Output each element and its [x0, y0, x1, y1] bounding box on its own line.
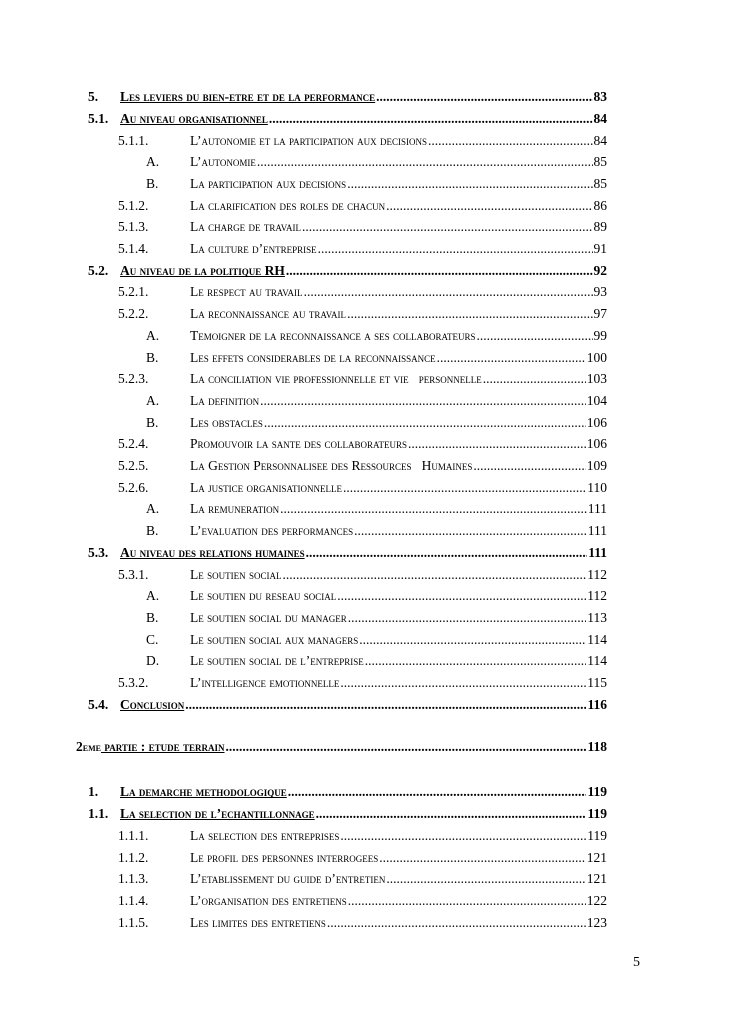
toc-entry-page-number: 112	[587, 588, 607, 603]
toc-entry-page-number: 115	[587, 675, 607, 690]
toc-entry-page-number: 103	[586, 371, 607, 386]
toc-entry-page-number: 114	[587, 653, 607, 668]
toc-entry-number: B.	[146, 523, 159, 538]
toc-entry-page-number: 86	[593, 198, 607, 213]
toc-entry-number: B.	[146, 350, 159, 365]
toc-entry-page-number: 84	[593, 111, 607, 126]
toc-entry-number: A.	[146, 393, 160, 408]
toc-entry-leader-dots	[283, 566, 587, 584]
toc-entry-number: 5.2.1.	[118, 284, 149, 299]
toc-entry-leader-dots	[348, 609, 587, 627]
toc-entry-number: 5.1.	[88, 111, 109, 126]
toc-entry-title: Le profil des personnes interrogees	[190, 850, 379, 865]
toc-entry-page-number: 89	[593, 219, 607, 234]
toc-entry[interactable]	[118, 827, 607, 845]
toc-entry-leader-dots	[473, 457, 585, 475]
toc-entry[interactable]	[118, 674, 607, 692]
toc-entry-title: L’organisation des entretiens	[190, 893, 347, 908]
toc-entry[interactable]	[146, 587, 607, 605]
toc-entry[interactable]	[88, 544, 607, 562]
toc-entry-leader-dots	[260, 392, 586, 410]
toc-entry[interactable]	[88, 783, 607, 801]
toc-entry-title: Les leviers du bien-etre et de la performance	[120, 89, 376, 104]
toc-entry-number: 5.1.2.	[118, 198, 149, 213]
toc-entry-page-number: 119	[587, 806, 607, 821]
toc-entry-title: L’autonomie et la participation aux decisions	[190, 133, 428, 148]
toc-entry[interactable]	[118, 218, 607, 236]
toc-entry[interactable]	[118, 283, 607, 301]
toc-entry[interactable]	[118, 849, 607, 867]
toc-entry-title: Le soutien social de l’entreprise	[190, 653, 364, 668]
toc-entry-number: B.	[146, 415, 159, 430]
toc-entry-title: L’etablissement du guide d’entretien	[190, 871, 386, 886]
toc-entry-title: L’intelligence emotionnelle	[190, 675, 340, 690]
toc-entry-leader-dots	[386, 197, 592, 215]
toc-entry-leader-dots	[477, 327, 593, 345]
toc-entry-title: Promouvoir la sante des collaborateurs	[190, 436, 408, 451]
toc-entry-leader-dots	[483, 370, 586, 388]
toc-entry[interactable]	[118, 435, 607, 453]
page-number: 5	[633, 955, 640, 970]
toc-entry-leader-dots	[386, 870, 585, 888]
toc-entry[interactable]	[118, 370, 607, 388]
toc-entry-title: La charge de travail	[190, 219, 302, 234]
toc-entry-page-number: 118	[587, 739, 607, 754]
toc-entry-number: 5.2.	[88, 263, 109, 278]
toc-entry-leader-dots	[348, 892, 586, 910]
toc-entry[interactable]	[146, 349, 607, 367]
toc-entry[interactable]	[146, 500, 607, 518]
toc-entry-page-number: 100	[586, 350, 607, 365]
toc-entry-title: Les obstacles	[190, 415, 263, 430]
toc-entry-number: 1.1.1.	[118, 828, 149, 843]
toc-entry-number: C.	[146, 632, 159, 647]
toc-entry-leader-dots	[257, 153, 593, 171]
toc-entry[interactable]	[118, 892, 607, 910]
toc-entry-title: La reconnaissance au travail	[190, 306, 347, 321]
toc-entry-page-number: 119	[587, 784, 607, 799]
toc-entry[interactable]	[146, 175, 607, 193]
toc-entry[interactable]	[88, 110, 607, 128]
toc-entry-page-number: 106	[586, 415, 607, 430]
toc-entry-number: 5.2.3.	[118, 371, 149, 386]
toc-entry-page-number: 111	[588, 545, 607, 560]
toc-entry-page-number: 85	[593, 154, 607, 169]
toc-entry-title: Les effets considerables de la reconnaissance	[190, 350, 436, 365]
toc-entry-number: 5.4.	[88, 697, 109, 712]
toc-entry-number: 5.	[88, 89, 99, 104]
toc-entry[interactable]	[88, 88, 607, 106]
toc-entry-title: La conciliation vie professionnelle et vie personnelle	[190, 371, 482, 386]
toc-entry-page-number: 111	[587, 523, 607, 538]
toc-entry-leader-dots	[376, 88, 592, 106]
toc-entry-title: La clarification des roles de chacun	[190, 198, 386, 213]
toc-entry-page-number: 111	[587, 501, 607, 516]
toc-entry[interactable]	[118, 566, 607, 584]
toc-entry-number: 5.2.5.	[118, 458, 149, 473]
toc-entry-number: 1.1.	[88, 806, 109, 821]
toc-entry-number: 5.1.1.	[118, 133, 149, 148]
toc-entry-number: 5.1.3.	[118, 219, 149, 234]
toc-entry-number: 1.1.2.	[118, 850, 149, 865]
toc-entry[interactable]	[118, 197, 607, 215]
toc-entry-number: 2	[76, 739, 83, 754]
toc-entry-number: 5.2.2.	[118, 306, 149, 321]
toc-entry-title: L’autonomie	[190, 154, 256, 169]
toc-entry[interactable]	[146, 327, 607, 345]
toc-entry[interactable]	[146, 522, 607, 540]
toc-entry-title: Le soutien social aux managers	[190, 632, 359, 647]
toc-entry-page-number: 83	[593, 89, 607, 104]
toc-entry[interactable]	[118, 240, 607, 258]
toc-entry-page-number: 119	[587, 828, 607, 843]
toc-entry-leader-dots	[359, 631, 586, 649]
toc-entry-page-number: 99	[593, 328, 607, 343]
toc-entry-number: A.	[146, 328, 160, 343]
toc-entry[interactable]	[146, 609, 607, 627]
toc-entry-leader-dots	[269, 110, 593, 128]
toc-entry-title: Le soutien social du manager	[190, 610, 347, 625]
toc-entry-title: Conclusion	[120, 697, 185, 712]
toc-entry-page-number: 92	[593, 263, 607, 278]
toc-entry-leader-dots	[408, 435, 586, 453]
toc-entry[interactable]	[88, 805, 607, 823]
toc-entry-title: Les limites des entretiens	[190, 915, 326, 930]
toc-entry-number: 1.	[88, 784, 99, 799]
toc-entry-leader-dots	[340, 674, 586, 692]
toc-entry[interactable]	[146, 392, 607, 410]
toc-entry-leader-dots	[379, 849, 585, 867]
toc-entry[interactable]	[146, 631, 607, 649]
toc-entry-leader-dots	[337, 587, 586, 605]
toc-entry-number: 1.1.4.	[118, 893, 149, 908]
toc-entry-page-number: 97	[593, 306, 607, 321]
toc-entry-page-number: 114	[587, 632, 607, 647]
toc-entry-page-number: 121	[586, 850, 607, 865]
toc-entry-page-number: 84	[593, 133, 607, 148]
toc-entry[interactable]	[118, 870, 607, 888]
toc-entry-title: Au niveau organisationnel	[120, 111, 268, 126]
toc-entry-title: La demarche methodologique	[120, 784, 287, 799]
toc-entry-page-number: 104	[586, 393, 607, 408]
toc-entry-number: 5.2.6.	[118, 480, 149, 495]
toc-entry[interactable]: 2 EME partie : etude terrain ..... 118	[76, 738, 607, 756]
toc-entry-number: 5.3.	[88, 545, 109, 560]
toc-entry[interactable]	[118, 305, 607, 323]
toc-entry[interactable]	[118, 914, 607, 932]
toc-entry-page-number: 110	[587, 480, 607, 495]
toc-entry-page-number: 93	[593, 284, 607, 299]
toc-entry-leader-dots	[185, 696, 586, 714]
toc-entry-leader-dots	[316, 805, 587, 823]
toc-entry[interactable]	[118, 457, 607, 475]
toc-entry-leader-dots	[343, 479, 586, 497]
toc-entry-title: Le respect au travail	[190, 284, 303, 299]
toc-entry-title: Au niveau de la politique RH	[120, 263, 285, 278]
toc-entry-leader-dots	[340, 827, 586, 845]
toc-entry-title: L’evaluation des performances	[190, 523, 354, 538]
toc-entry-number: 5.2.4.	[118, 436, 149, 451]
toc-entry-title: La definition	[190, 393, 260, 408]
toc-entry-title: partie : etude terrain	[100, 739, 225, 754]
toc-entry-title: La selection de l’echantillonnage	[120, 806, 315, 821]
toc-entry-leader-dots	[318, 240, 593, 258]
toc-entry-title: Le soutien social	[190, 567, 282, 582]
toc-entry-page-number: 122	[586, 893, 607, 908]
toc-entry[interactable]	[146, 652, 607, 670]
toc-entry-title: La justice organisationnelle	[190, 480, 342, 495]
toc-entry-leader-dots	[304, 283, 593, 301]
toc-entry[interactable]	[146, 414, 607, 432]
toc-entry-number: 1.1.3.	[118, 871, 149, 886]
toc-entry-number: A.	[146, 154, 160, 169]
toc-entry-leader-dots	[437, 349, 586, 367]
toc-entry-leader-dots	[428, 132, 592, 150]
toc-entry-number: 5.3.2.	[118, 675, 149, 690]
toc-entry-leader-dots	[226, 738, 587, 756]
toc-entry-title: Au niveau des relations humaines	[120, 545, 305, 560]
toc-entry-number: A.	[146, 588, 160, 603]
toc-entry-title: La culture d’entreprise	[190, 241, 317, 256]
toc-entry-leader-dots	[288, 783, 587, 801]
toc-entry-leader-dots	[327, 914, 586, 932]
toc-entry[interactable]	[118, 132, 607, 150]
toc-entry-number: A.	[146, 501, 160, 516]
toc-entry[interactable]	[88, 262, 607, 280]
toc-entry-number: B.	[146, 176, 159, 191]
toc-entry-title: Temoigner de la reconnaissance a ses collaborateurs	[190, 328, 476, 343]
toc-entry-leader-dots	[264, 414, 586, 432]
toc-entry-number: B.	[146, 610, 159, 625]
toc-entry[interactable]	[118, 479, 607, 497]
toc-entry[interactable]	[88, 696, 607, 714]
toc-entry-page-number: 112	[587, 567, 607, 582]
toc-entry-page-number: 91	[593, 241, 607, 256]
toc-entry-page-number: 121	[586, 871, 607, 886]
toc-entry-number: 1.1.5.	[118, 915, 149, 930]
toc-entry-title: La participation aux decisions	[190, 176, 347, 191]
toc-entry-leader-dots	[286, 262, 593, 280]
toc-entry-page-number: 113	[587, 610, 607, 625]
toc-entry-number: 5.3.1.	[118, 567, 149, 582]
toc-entry[interactable]	[146, 153, 607, 171]
toc-entry-leader-dots	[280, 500, 587, 518]
toc-entry-page-number: 109	[586, 458, 607, 473]
toc-entry-leader-dots	[347, 175, 592, 193]
toc-entry-leader-dots	[347, 305, 592, 323]
toc-entry-leader-dots	[306, 544, 588, 562]
toc-entry-title: Le soutien du reseau social	[190, 588, 337, 603]
toc-entry-title: La Gestion Personnalisee des Ressources Humaines	[190, 458, 473, 473]
toc-entry-number: 5.1.4.	[118, 241, 149, 256]
toc-entry-page-number: 123	[586, 915, 607, 930]
toc-entry-leader-dots	[365, 652, 587, 670]
toc-entry-leader-dots	[354, 522, 587, 540]
toc-entry-title: La remuneration	[190, 501, 280, 516]
toc-entry-page-number: 106	[586, 436, 607, 451]
toc-entry-number: D.	[146, 653, 160, 668]
toc-entry-page-number: 85	[593, 176, 607, 191]
toc-entry-title: La selection des entreprises	[190, 828, 340, 843]
toc-entry-leader-dots	[302, 218, 592, 236]
toc-entry-page-number: 116	[587, 697, 607, 712]
